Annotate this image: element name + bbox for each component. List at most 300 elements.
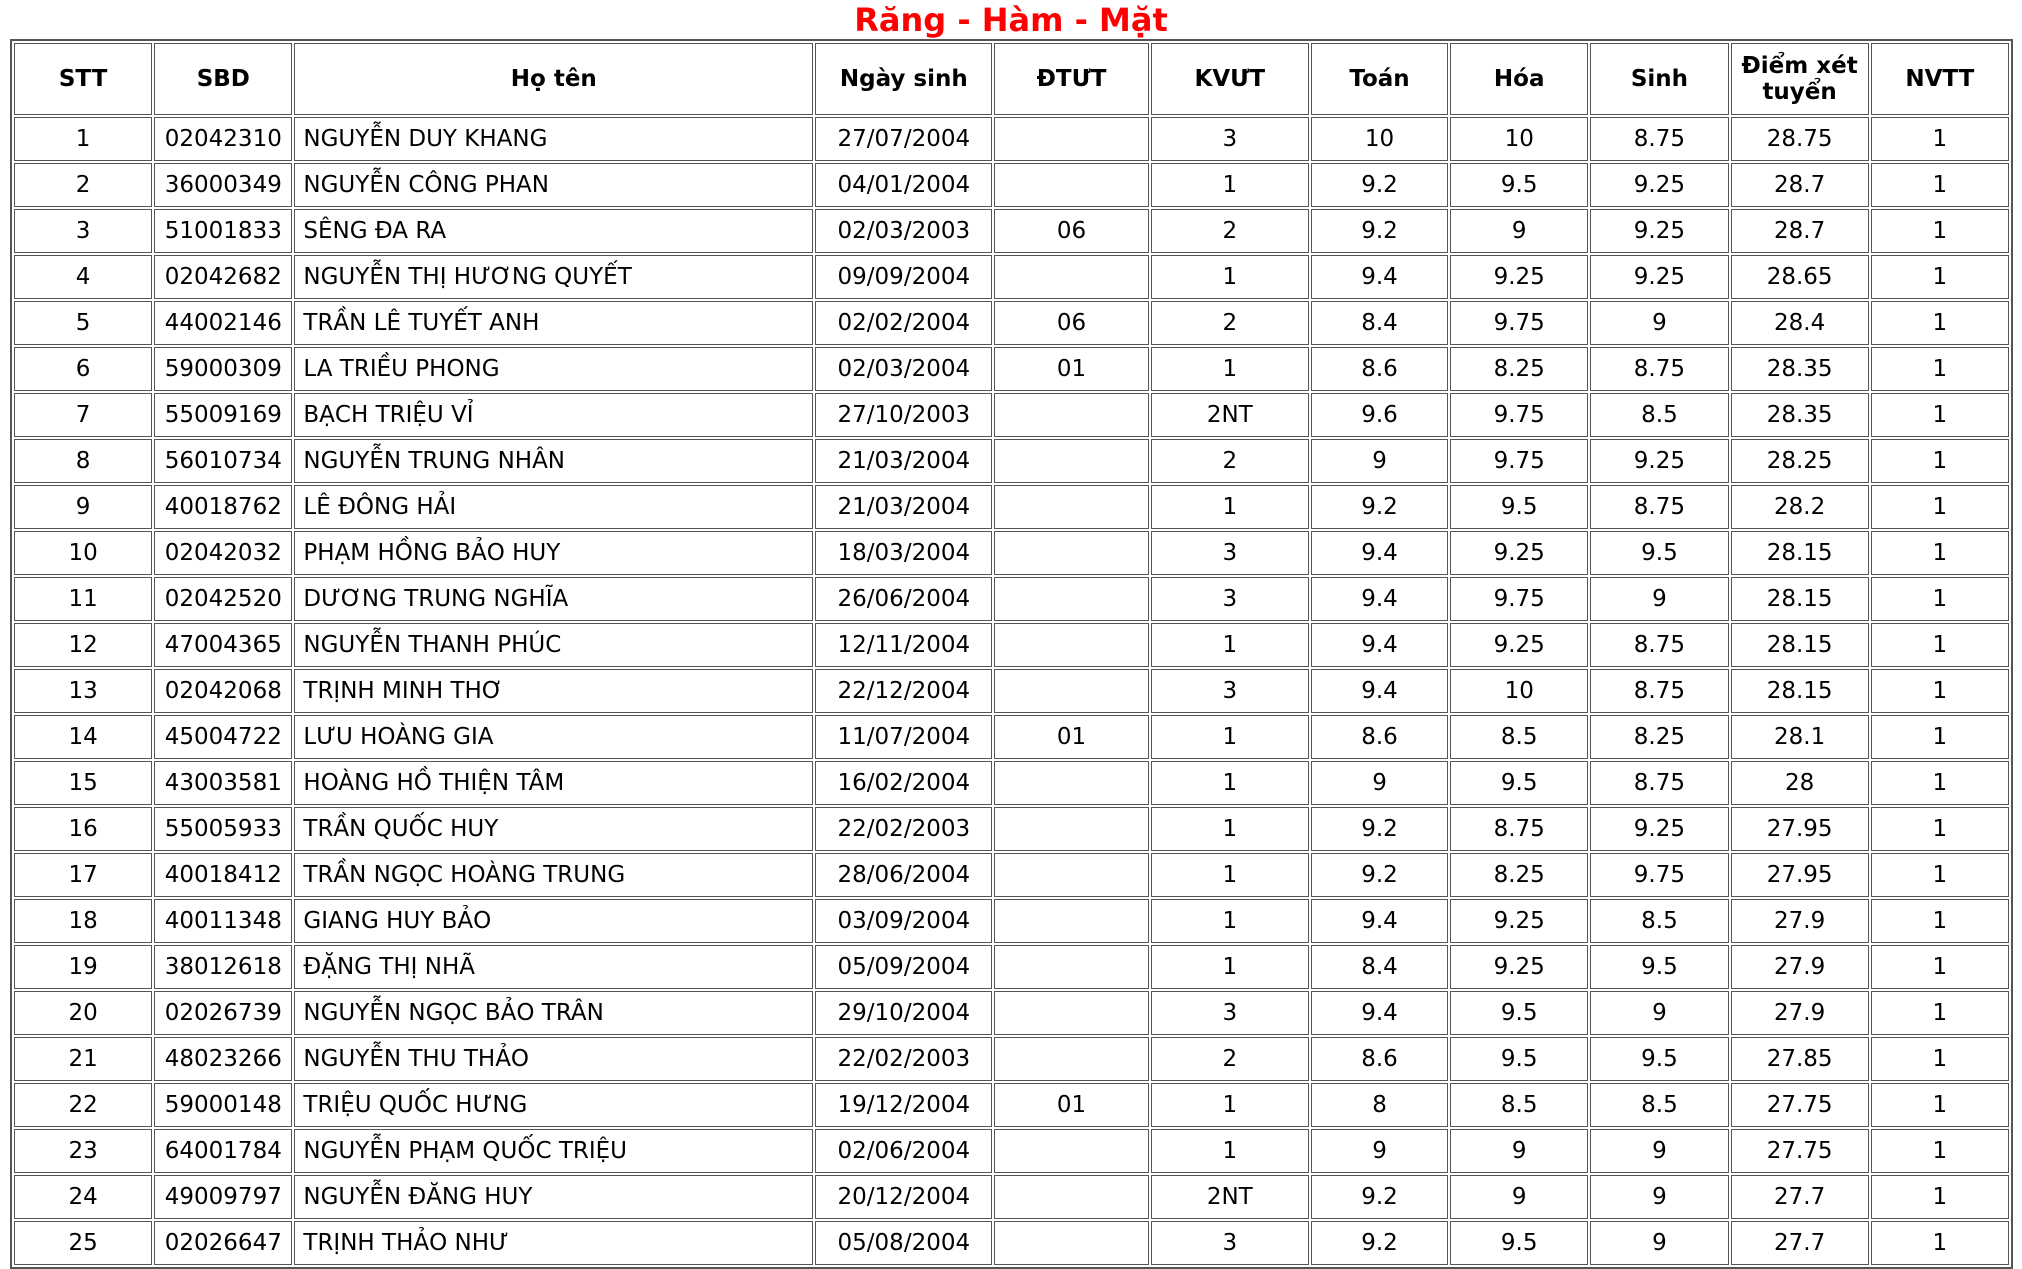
cell-dob: 11/07/2004 — [815, 715, 992, 759]
cell-priority-area: 1 — [1151, 853, 1309, 897]
cell-math: 8.6 — [1311, 715, 1448, 759]
cell-math: 8 — [1311, 1083, 1448, 1127]
cell-name: PHẠM HỒNG BẢO HUY — [294, 531, 813, 575]
cell-chemistry: 9.75 — [1450, 577, 1588, 621]
cell-total-score: 28.7 — [1731, 163, 1869, 207]
cell-priority-group — [994, 807, 1148, 851]
cell-total-score: 27.85 — [1731, 1037, 1869, 1081]
cell-priority-area: 2 — [1151, 1037, 1309, 1081]
cell-sbd: 56010734 — [154, 439, 292, 483]
cell-priority-area: 3 — [1151, 531, 1309, 575]
cell-chemistry: 8.5 — [1450, 1083, 1588, 1127]
col-header-stt: STT — [14, 43, 152, 115]
cell-priority-area: 3 — [1151, 669, 1309, 713]
cell-wish-order: 1 — [1871, 485, 2009, 529]
cell-dob: 28/06/2004 — [815, 853, 992, 897]
table-row — [14, 301, 2009, 345]
cell-total-score: 27.9 — [1731, 899, 1869, 943]
cell-chemistry: 9.5 — [1450, 163, 1588, 207]
cell-name: DƯƠNG TRUNG NGHĨA — [294, 577, 813, 621]
cell-total-score: 28.35 — [1731, 347, 1869, 391]
cell-stt: 23 — [14, 1129, 152, 1173]
cell-math: 9.6 — [1311, 393, 1448, 437]
table-row — [14, 669, 2009, 713]
cell-chemistry: 9 — [1450, 209, 1588, 253]
cell-math: 9.4 — [1311, 991, 1448, 1035]
cell-total-score: 27.95 — [1731, 853, 1869, 897]
cell-math: 9.2 — [1311, 853, 1448, 897]
cell-priority-area: 3 — [1151, 991, 1309, 1035]
cell-chemistry: 9.25 — [1450, 945, 1588, 989]
col-header-name: Họ tên — [294, 43, 813, 115]
cell-wish-order: 1 — [1871, 669, 2009, 713]
cell-biology: 9.5 — [1590, 531, 1728, 575]
cell-wish-order: 1 — [1871, 1083, 2009, 1127]
cell-total-score: 28.15 — [1731, 623, 1869, 667]
cell-stt: 18 — [14, 899, 152, 943]
cell-biology: 9 — [1590, 301, 1728, 345]
cell-name: TRIỆU QUỐC HƯNG — [294, 1083, 813, 1127]
cell-dob: 16/02/2004 — [815, 761, 992, 805]
cell-sbd: 55009169 — [154, 393, 292, 437]
cell-biology: 8.75 — [1590, 485, 1728, 529]
cell-priority-area: 3 — [1151, 1221, 1309, 1265]
cell-dob: 09/09/2004 — [815, 255, 992, 299]
cell-priority-group — [994, 255, 1148, 299]
cell-priority-group — [994, 669, 1148, 713]
table-row — [14, 899, 2009, 943]
cell-biology: 8.25 — [1590, 715, 1728, 759]
cell-biology: 8.75 — [1590, 117, 1728, 161]
cell-priority-area: 2 — [1151, 439, 1309, 483]
cell-stt: 2 — [14, 163, 152, 207]
cell-total-score: 28.65 — [1731, 255, 1869, 299]
col-header-biology: Sinh — [1590, 43, 1728, 115]
cell-priority-group — [994, 485, 1148, 529]
cell-math: 8.6 — [1311, 1037, 1448, 1081]
cell-stt: 6 — [14, 347, 152, 391]
cell-chemistry: 8.25 — [1450, 347, 1588, 391]
cell-wish-order: 1 — [1871, 393, 2009, 437]
cell-math: 9.2 — [1311, 485, 1448, 529]
cell-name: NGUYỄN PHẠM QUỐC TRIỆU — [294, 1129, 813, 1173]
cell-math: 10 — [1311, 117, 1448, 161]
cell-biology: 9.25 — [1590, 209, 1728, 253]
cell-stt: 17 — [14, 853, 152, 897]
cell-chemistry: 9.25 — [1450, 899, 1588, 943]
cell-math: 9.2 — [1311, 1221, 1448, 1265]
cell-priority-group: 06 — [994, 209, 1148, 253]
cell-stt: 13 — [14, 669, 152, 713]
page-title: Răng - Hàm - Mặt — [854, 1, 1168, 39]
cell-math: 9.4 — [1311, 623, 1448, 667]
cell-wish-order: 1 — [1871, 853, 2009, 897]
cell-sbd: 59000148 — [154, 1083, 292, 1127]
cell-chemistry: 10 — [1450, 669, 1588, 713]
cell-sbd: 43003581 — [154, 761, 292, 805]
cell-stt: 5 — [14, 301, 152, 345]
cell-total-score: 27.7 — [1731, 1175, 1869, 1219]
cell-math: 9.2 — [1311, 163, 1448, 207]
cell-name: NGUYỄN TRUNG NHÂN — [294, 439, 813, 483]
cell-biology: 8.75 — [1590, 669, 1728, 713]
cell-stt: 12 — [14, 623, 152, 667]
cell-stt: 15 — [14, 761, 152, 805]
cell-wish-order: 1 — [1871, 761, 2009, 805]
cell-math: 9 — [1311, 1129, 1448, 1173]
cell-chemistry: 9.75 — [1450, 439, 1588, 483]
table-row — [14, 1083, 2009, 1127]
cell-math: 9.2 — [1311, 209, 1448, 253]
cell-wish-order: 1 — [1871, 623, 2009, 667]
cell-math: 9.2 — [1311, 1175, 1448, 1219]
cell-name: SÊNG ĐA RA — [294, 209, 813, 253]
cell-math: 9 — [1311, 761, 1448, 805]
cell-stt: 14 — [14, 715, 152, 759]
cell-priority-area: 1 — [1151, 623, 1309, 667]
cell-name: NGUYỄN THỊ HƯƠNG QUYẾT — [294, 255, 813, 299]
cell-priority-area: 1 — [1151, 485, 1309, 529]
cell-math: 9 — [1311, 439, 1448, 483]
cell-chemistry: 9.5 — [1450, 1221, 1588, 1265]
cell-total-score: 27.75 — [1731, 1083, 1869, 1127]
table-row — [14, 623, 2009, 667]
table-row — [14, 807, 2009, 851]
cell-biology: 9.25 — [1590, 255, 1728, 299]
col-header-priority-group: ĐTƯT — [994, 43, 1148, 115]
cell-name: ĐẶNG THỊ NHÃ — [294, 945, 813, 989]
cell-biology: 9 — [1590, 1221, 1728, 1265]
cell-stt: 11 — [14, 577, 152, 621]
cell-biology: 9.25 — [1590, 807, 1728, 851]
cell-priority-group — [994, 531, 1148, 575]
cell-math: 8.4 — [1311, 945, 1448, 989]
cell-dob: 22/02/2003 — [815, 807, 992, 851]
cell-stt: 24 — [14, 1175, 152, 1219]
cell-chemistry: 9.5 — [1450, 1037, 1588, 1081]
cell-priority-area: 1 — [1151, 163, 1309, 207]
cell-total-score: 27.75 — [1731, 1129, 1869, 1173]
cell-sbd: 45004722 — [154, 715, 292, 759]
cell-sbd: 02042032 — [154, 531, 292, 575]
cell-chemistry: 9 — [1450, 1175, 1588, 1219]
cell-name: NGUYỄN THU THẢO — [294, 1037, 813, 1081]
col-header-math: Toán — [1311, 43, 1448, 115]
cell-wish-order: 1 — [1871, 531, 2009, 575]
col-header-chemistry: Hóa — [1450, 43, 1588, 115]
cell-name: LƯU HOÀNG GIA — [294, 715, 813, 759]
table-row — [14, 531, 2009, 575]
cell-name: NGUYỄN ĐĂNG HUY — [294, 1175, 813, 1219]
cell-math: 9.4 — [1311, 669, 1448, 713]
cell-wish-order: 1 — [1871, 163, 2009, 207]
cell-stt: 25 — [14, 1221, 152, 1265]
header-row — [14, 43, 2009, 115]
cell-dob: 21/03/2004 — [815, 485, 992, 529]
cell-name: TRẦN NGỌC HOÀNG TRUNG — [294, 853, 813, 897]
cell-wish-order: 1 — [1871, 255, 2009, 299]
cell-name: NGUYỄN THANH PHÚC — [294, 623, 813, 667]
cell-total-score: 28.15 — [1731, 577, 1869, 621]
cell-biology: 9.75 — [1590, 853, 1728, 897]
cell-name: HOÀNG HỒ THIỆN TÂM — [294, 761, 813, 805]
cell-chemistry: 9.25 — [1450, 531, 1588, 575]
cell-sbd: 02026739 — [154, 991, 292, 1035]
cell-name: TRẦN LÊ TUYẾT ANH — [294, 301, 813, 345]
cell-name: LA TRIỀU PHONG — [294, 347, 813, 391]
cell-stt: 10 — [14, 531, 152, 575]
cell-biology: 8.75 — [1590, 347, 1728, 391]
cell-total-score: 27.7 — [1731, 1221, 1869, 1265]
cell-priority-area: 1 — [1151, 347, 1309, 391]
cell-priority-group — [994, 1221, 1148, 1265]
cell-priority-area: 2 — [1151, 209, 1309, 253]
cell-dob: 21/03/2004 — [815, 439, 992, 483]
table-row — [14, 209, 2009, 253]
table-row — [14, 485, 2009, 529]
cell-math: 9.4 — [1311, 899, 1448, 943]
cell-priority-group: 01 — [994, 715, 1148, 759]
cell-chemistry: 9.25 — [1450, 255, 1588, 299]
cell-priority-group — [994, 439, 1148, 483]
cell-chemistry: 10 — [1450, 117, 1588, 161]
cell-name: TRỊNH MINH THƠ — [294, 669, 813, 713]
cell-sbd: 40018412 — [154, 853, 292, 897]
cell-sbd: 40011348 — [154, 899, 292, 943]
cell-dob: 04/01/2004 — [815, 163, 992, 207]
cell-stt: 3 — [14, 209, 152, 253]
cell-dob: 27/10/2003 — [815, 393, 992, 437]
cell-math: 8.6 — [1311, 347, 1448, 391]
cell-name: NGUYỄN CÔNG PHAN — [294, 163, 813, 207]
cell-sbd: 38012618 — [154, 945, 292, 989]
cell-priority-group — [994, 899, 1148, 943]
cell-biology: 9.5 — [1590, 945, 1728, 989]
table-row — [14, 761, 2009, 805]
cell-total-score: 28.7 — [1731, 209, 1869, 253]
cell-dob: 20/12/2004 — [815, 1175, 992, 1219]
cell-chemistry: 9.5 — [1450, 485, 1588, 529]
cell-dob: 02/06/2004 — [815, 1129, 992, 1173]
cell-math: 9.4 — [1311, 255, 1448, 299]
cell-chemistry: 9 — [1450, 1129, 1588, 1173]
cell-sbd: 48023266 — [154, 1037, 292, 1081]
cell-priority-group — [994, 1037, 1148, 1081]
cell-name: GIANG HUY BẢO — [294, 899, 813, 943]
col-header-dob: Ngày sinh — [815, 43, 992, 115]
cell-priority-area: 3 — [1151, 577, 1309, 621]
table-row — [14, 577, 2009, 621]
table-row — [14, 117, 2009, 161]
table-row — [14, 1221, 2009, 1265]
cell-stt: 21 — [14, 1037, 152, 1081]
cell-chemistry: 9.5 — [1450, 761, 1588, 805]
cell-priority-group — [994, 761, 1148, 805]
cell-wish-order: 1 — [1871, 1037, 2009, 1081]
cell-stt: 22 — [14, 1083, 152, 1127]
cell-name: NGUYỄN DUY KHANG — [294, 117, 813, 161]
cell-name: TRẦN QUỐC HUY — [294, 807, 813, 851]
cell-priority-group — [994, 945, 1148, 989]
table-row — [14, 347, 2009, 391]
cell-total-score: 27.95 — [1731, 807, 1869, 851]
table-row — [14, 1129, 2009, 1173]
cell-stt: 8 — [14, 439, 152, 483]
cell-priority-area: 2NT — [1151, 1175, 1309, 1219]
cell-dob: 22/02/2003 — [815, 1037, 992, 1081]
cell-priority-area: 1 — [1151, 255, 1309, 299]
cell-priority-area: 1 — [1151, 715, 1309, 759]
cell-priority-area: 1 — [1151, 945, 1309, 989]
cell-dob: 02/03/2004 — [815, 347, 992, 391]
cell-total-score: 28 — [1731, 761, 1869, 805]
cell-chemistry: 8.5 — [1450, 715, 1588, 759]
cell-name: BẠCH TRIỆU VỈ — [294, 393, 813, 437]
cell-dob: 05/08/2004 — [815, 1221, 992, 1265]
cell-priority-group — [994, 1175, 1148, 1219]
cell-biology: 9.5 — [1590, 1037, 1728, 1081]
cell-stt: 16 — [14, 807, 152, 851]
cell-priority-area: 1 — [1151, 761, 1309, 805]
cell-biology: 9 — [1590, 1129, 1728, 1173]
table-row — [14, 439, 2009, 483]
cell-sbd: 49009797 — [154, 1175, 292, 1219]
table-row — [14, 715, 2009, 759]
cell-total-score: 28.15 — [1731, 669, 1869, 713]
cell-priority-area: 1 — [1151, 1129, 1309, 1173]
cell-total-score: 27.9 — [1731, 945, 1869, 989]
cell-biology: 9 — [1590, 1175, 1728, 1219]
cell-biology: 8.5 — [1590, 393, 1728, 437]
cell-sbd: 55005933 — [154, 807, 292, 851]
cell-dob: 05/09/2004 — [815, 945, 992, 989]
cell-wish-order: 1 — [1871, 439, 2009, 483]
cell-biology: 9.25 — [1590, 163, 1728, 207]
cell-biology: 8.5 — [1590, 899, 1728, 943]
cell-total-score: 27.9 — [1731, 991, 1869, 1035]
cell-total-score: 28.1 — [1731, 715, 1869, 759]
cell-stt: 7 — [14, 393, 152, 437]
cell-priority-group — [994, 1129, 1148, 1173]
cell-priority-group — [994, 393, 1148, 437]
col-header-sbd: SBD — [154, 43, 292, 115]
cell-sbd: 02042682 — [154, 255, 292, 299]
cell-wish-order: 1 — [1871, 301, 2009, 345]
cell-stt: 20 — [14, 991, 152, 1035]
cell-wish-order: 1 — [1871, 347, 2009, 391]
cell-dob: 22/12/2004 — [815, 669, 992, 713]
table-row — [14, 991, 2009, 1035]
cell-biology: 9 — [1590, 577, 1728, 621]
cell-sbd: 02042068 — [154, 669, 292, 713]
col-header-wish-order: NVTT — [1871, 43, 2009, 115]
cell-total-score: 28.25 — [1731, 439, 1869, 483]
cell-stt: 9 — [14, 485, 152, 529]
cell-biology: 9 — [1590, 991, 1728, 1035]
cell-biology: 8.75 — [1590, 761, 1728, 805]
cell-wish-order: 1 — [1871, 577, 2009, 621]
col-header-priority-area: KVƯT — [1151, 43, 1309, 115]
cell-total-score: 28.4 — [1731, 301, 1869, 345]
cell-wish-order: 1 — [1871, 209, 2009, 253]
cell-dob: 29/10/2004 — [815, 991, 992, 1035]
cell-sbd: 64001784 — [154, 1129, 292, 1173]
cell-sbd: 51001833 — [154, 209, 292, 253]
table-row — [14, 393, 2009, 437]
cell-priority-group — [994, 117, 1148, 161]
cell-sbd: 02026647 — [154, 1221, 292, 1265]
cell-dob: 02/02/2004 — [815, 301, 992, 345]
table-row — [14, 255, 2009, 299]
cell-chemistry: 9.75 — [1450, 393, 1588, 437]
cell-wish-order: 1 — [1871, 899, 2009, 943]
cell-wish-order: 1 — [1871, 1129, 2009, 1173]
cell-priority-group — [994, 623, 1148, 667]
cell-stt: 4 — [14, 255, 152, 299]
cell-priority-group — [994, 577, 1148, 621]
cell-dob: 26/06/2004 — [815, 577, 992, 621]
cell-priority-area: 2NT — [1151, 393, 1309, 437]
results-table — [10, 39, 2013, 1269]
cell-wish-order: 1 — [1871, 117, 2009, 161]
cell-priority-group: 01 — [994, 347, 1148, 391]
cell-biology: 9.25 — [1590, 439, 1728, 483]
cell-priority-group — [994, 163, 1148, 207]
table-row — [14, 1175, 2009, 1219]
cell-chemistry: 8.25 — [1450, 853, 1588, 897]
cell-chemistry: 9.25 — [1450, 623, 1588, 667]
cell-sbd: 02042520 — [154, 577, 292, 621]
cell-wish-order: 1 — [1871, 1221, 2009, 1265]
cell-priority-group: 06 — [994, 301, 1148, 345]
cell-chemistry: 9.75 — [1450, 301, 1588, 345]
cell-priority-group — [994, 991, 1148, 1035]
table-row — [14, 853, 2009, 897]
cell-priority-area: 1 — [1151, 899, 1309, 943]
cell-name: TRỊNH THẢO NHƯ — [294, 1221, 813, 1265]
cell-dob: 02/03/2003 — [815, 209, 992, 253]
cell-chemistry: 8.75 — [1450, 807, 1588, 851]
cell-dob: 19/12/2004 — [815, 1083, 992, 1127]
cell-sbd: 02042310 — [154, 117, 292, 161]
cell-dob: 27/07/2004 — [815, 117, 992, 161]
col-header-total-score: Điểm xét tuyển — [1731, 43, 1869, 115]
cell-dob: 12/11/2004 — [815, 623, 992, 667]
cell-priority-group — [994, 853, 1148, 897]
cell-wish-order: 1 — [1871, 1175, 2009, 1219]
cell-priority-group: 01 — [994, 1083, 1148, 1127]
cell-math: 8.4 — [1311, 301, 1448, 345]
cell-total-score: 28.75 — [1731, 117, 1869, 161]
cell-total-score: 28.35 — [1731, 393, 1869, 437]
cell-wish-order: 1 — [1871, 807, 2009, 851]
cell-priority-area: 1 — [1151, 1083, 1309, 1127]
table-row — [14, 945, 2009, 989]
table-row — [14, 163, 2009, 207]
cell-wish-order: 1 — [1871, 715, 2009, 759]
table-row — [14, 1037, 2009, 1081]
cell-stt: 19 — [14, 945, 152, 989]
cell-sbd: 36000349 — [154, 163, 292, 207]
cell-name: LÊ ĐÔNG HẢI — [294, 485, 813, 529]
cell-math: 9.2 — [1311, 807, 1448, 851]
cell-total-score: 28.15 — [1731, 531, 1869, 575]
cell-sbd: 47004365 — [154, 623, 292, 667]
cell-priority-area: 2 — [1151, 301, 1309, 345]
cell-dob: 18/03/2004 — [815, 531, 992, 575]
cell-name: NGUYỄN NGỌC BẢO TRÂN — [294, 991, 813, 1035]
cell-math: 9.4 — [1311, 577, 1448, 621]
